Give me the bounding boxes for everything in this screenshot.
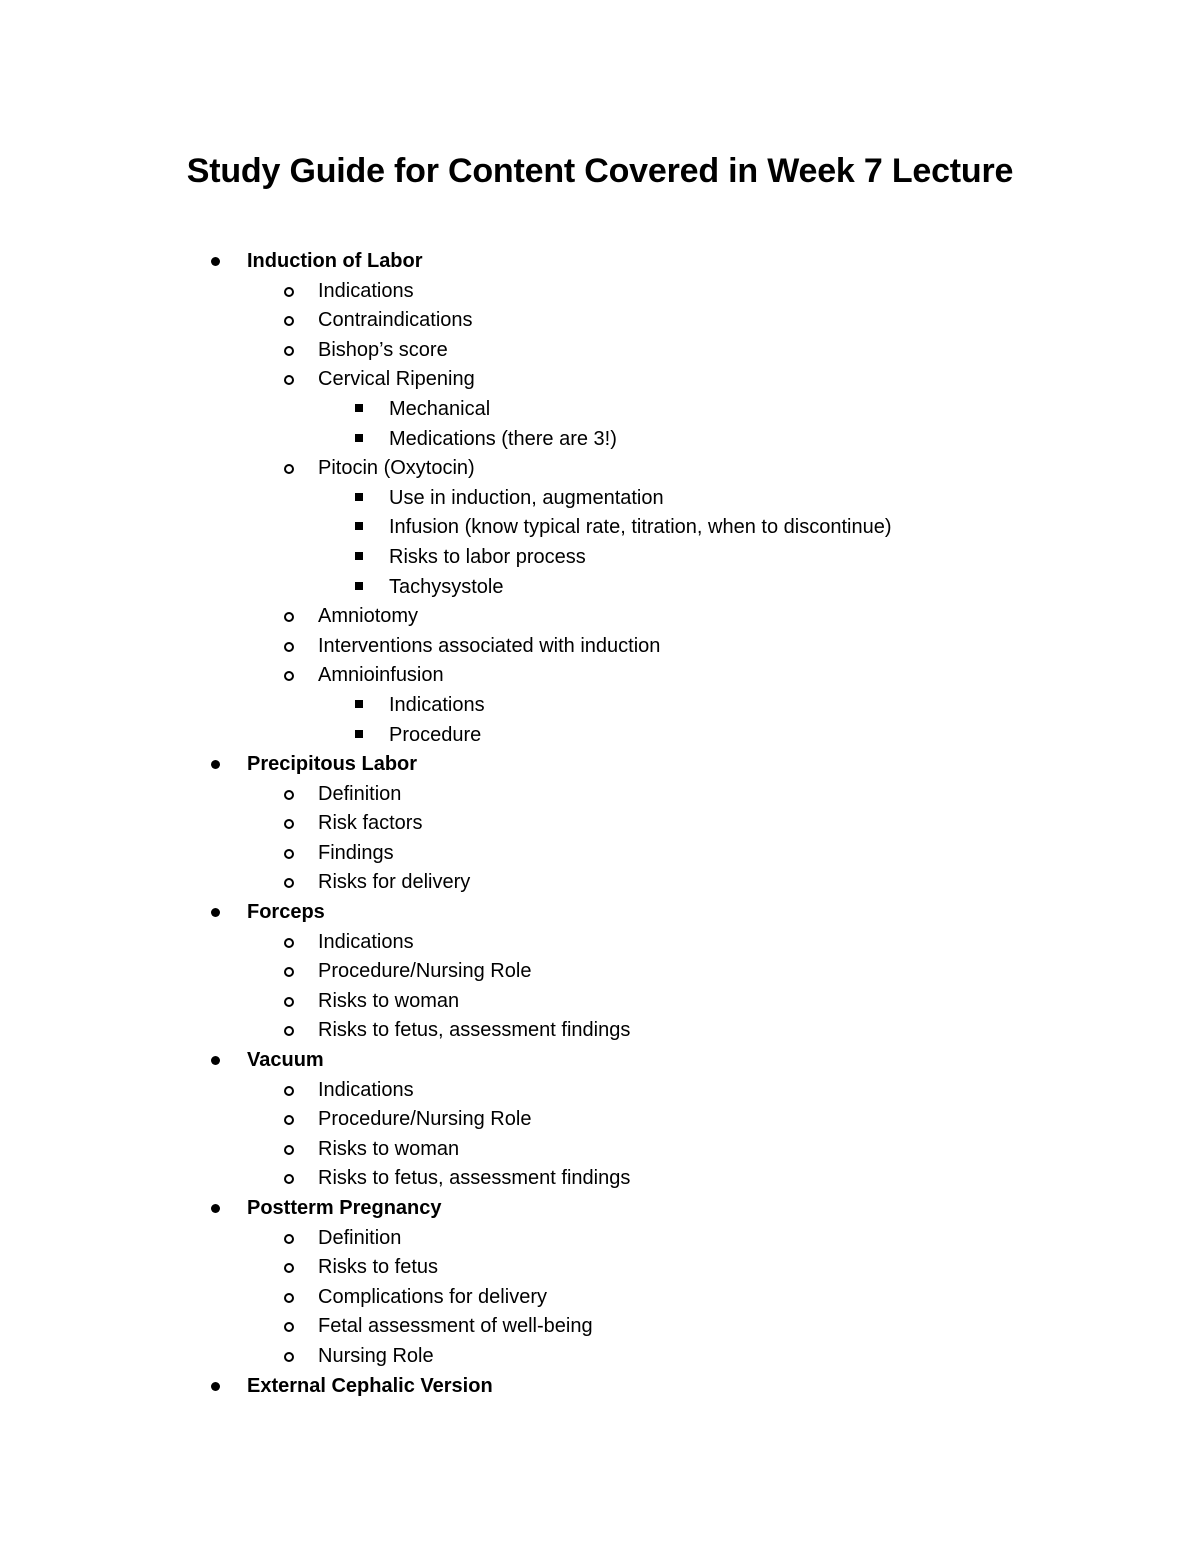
sub-list-item [0, 721, 1200, 751]
list-item [0, 1224, 1200, 1254]
hollow-bullet-icon [282, 632, 302, 662]
hollow-bullet-icon [282, 1016, 302, 1046]
square-bullet-icon [352, 425, 372, 455]
outline-list [0, 247, 1200, 1401]
list-item-label: Interventions associated with induction [318, 634, 661, 657]
section-heading-label: Induction of Labor [247, 250, 423, 272]
sub-list-item-label: Use in induction, augmentation [389, 486, 664, 509]
list-item-label: Indications [318, 279, 414, 302]
sub-list-item-label: Risks to labor process [389, 545, 586, 568]
hollow-bullet-icon [282, 306, 302, 336]
hollow-bullet-icon [282, 365, 302, 395]
list-item-label: Cervical Ripening [318, 368, 475, 391]
list-item [0, 809, 1200, 839]
filled-bullet-icon [209, 750, 229, 780]
sub-list-item-label: Mechanical [389, 397, 491, 420]
list-item [0, 1342, 1200, 1372]
page-title: Study Guide for Content Covered in Week 7 Lecture [186, 152, 1014, 190]
filled-bullet-icon [209, 247, 229, 277]
hollow-bullet-icon [282, 1076, 302, 1106]
square-bullet-icon [352, 484, 372, 514]
filled-bullet-icon [209, 1372, 229, 1402]
list-item [0, 336, 1200, 366]
section-heading-precipitous-labor [0, 750, 1200, 780]
list-item [0, 1016, 1200, 1046]
list-item-label: Procedure/Nursing Role [318, 1108, 532, 1131]
filled-bullet-icon [209, 1194, 229, 1224]
list-item [0, 987, 1200, 1017]
section-heading-label: Forceps [247, 901, 325, 924]
section-heading-label: Precipitous Labor [247, 753, 418, 776]
list-item-label: Definition [318, 782, 402, 805]
list-item-label: Procedure/Nursing Role [318, 960, 532, 983]
list-item-label: Risks for delivery [318, 871, 471, 894]
filled-bullet-icon [209, 1046, 229, 1076]
hollow-bullet-icon [282, 1312, 302, 1342]
square-bullet-icon [352, 721, 372, 751]
list-item-label: Amnioinfusion [318, 664, 444, 687]
hollow-bullet-icon [282, 928, 302, 958]
list-item [0, 1076, 1200, 1106]
list-item [0, 1164, 1200, 1194]
list-item [0, 306, 1200, 336]
list-item [0, 1312, 1200, 1342]
list-item [0, 1283, 1200, 1313]
sub-list-item [0, 425, 1200, 455]
section-heading-label: External Cephalic Version [247, 1374, 493, 1397]
list-item-label: Complications for delivery [318, 1285, 547, 1308]
list-item [0, 957, 1200, 987]
list-item-label: Risks to woman [318, 989, 460, 1012]
hollow-bullet-icon [282, 661, 302, 691]
list-item [0, 928, 1200, 958]
list-item [0, 277, 1200, 307]
sub-list-item [0, 513, 1200, 543]
list-item-label: Bishop’s score [318, 338, 448, 361]
list-item [0, 780, 1200, 810]
hollow-bullet-icon [282, 1253, 302, 1283]
section-heading-forceps [0, 898, 1200, 928]
square-bullet-icon [352, 543, 372, 573]
hollow-bullet-icon [282, 1224, 302, 1254]
list-item [0, 632, 1200, 662]
hollow-bullet-icon [282, 602, 302, 632]
hollow-bullet-icon [282, 1342, 302, 1372]
list-item [0, 1253, 1200, 1283]
sub-list-item [0, 543, 1200, 573]
hollow-bullet-icon [282, 1135, 302, 1165]
list-item-label: Risks to fetus [318, 1256, 439, 1279]
list-item-label: Risks to woman [318, 1137, 460, 1160]
square-bullet-icon [352, 395, 372, 425]
section-heading-induction-of-labor [0, 247, 1200, 277]
hollow-bullet-icon [282, 868, 302, 898]
hollow-bullet-icon [282, 454, 302, 484]
list-item [0, 868, 1200, 898]
sub-list-item [0, 395, 1200, 425]
sub-list-item-label: Medications (there are 3!) [389, 427, 617, 450]
list-item [0, 1105, 1200, 1135]
list-item-label: Definition [318, 1226, 402, 1249]
hollow-bullet-icon [282, 1105, 302, 1135]
list-item-label: Risks to fetus, assessment findings [318, 1019, 631, 1042]
list-item-label: Risk factors [318, 812, 423, 835]
hollow-bullet-icon [282, 839, 302, 869]
sub-list-item [0, 573, 1200, 603]
list-item-label: Indications [318, 930, 414, 953]
list-item-label: Risks to fetus, assessment findings [318, 1167, 631, 1190]
section-heading-external-cephalic-version [0, 1372, 1200, 1402]
section-heading-label: Vacuum [247, 1049, 324, 1072]
sub-list-item-label: Infusion (know typical rate, titration, when to discontinue) [389, 516, 892, 539]
sub-list-item [0, 691, 1200, 721]
list-item [0, 839, 1200, 869]
hollow-bullet-icon [282, 336, 302, 366]
hollow-bullet-icon [282, 987, 302, 1017]
hollow-bullet-icon [282, 809, 302, 839]
list-item-label: Fetal assessment of well-being [318, 1315, 593, 1338]
hollow-bullet-icon [282, 1164, 302, 1194]
sub-list-item-label: Indications [389, 693, 485, 716]
list-item [0, 661, 1200, 691]
section-heading-label: Postterm Pregnancy [247, 1197, 442, 1219]
hollow-bullet-icon [282, 957, 302, 987]
filled-bullet-icon [209, 898, 229, 928]
square-bullet-icon [352, 573, 372, 603]
sub-list-item-label: Procedure [389, 723, 482, 746]
hollow-bullet-icon [282, 1283, 302, 1313]
list-item-label: Amniotomy [318, 605, 419, 628]
list-item [0, 602, 1200, 632]
square-bullet-icon [352, 691, 372, 721]
list-item-label: Contraindications [318, 309, 473, 332]
list-item-label: Nursing Role [318, 1344, 434, 1367]
list-item [0, 454, 1200, 484]
hollow-bullet-icon [282, 780, 302, 810]
section-heading-postterm-pregnancy [0, 1194, 1200, 1224]
list-item-label: Pitocin (Oxytocin) [318, 457, 475, 480]
list-item [0, 1135, 1200, 1165]
sub-list-item-label: Tachysystole [389, 575, 504, 598]
hollow-bullet-icon [282, 277, 302, 307]
sub-list-item [0, 484, 1200, 514]
list-item-label: Findings [318, 841, 394, 864]
square-bullet-icon [352, 513, 372, 543]
list-item [0, 365, 1200, 395]
section-heading-vacuum [0, 1046, 1200, 1076]
list-item-label: Indications [318, 1078, 414, 1101]
